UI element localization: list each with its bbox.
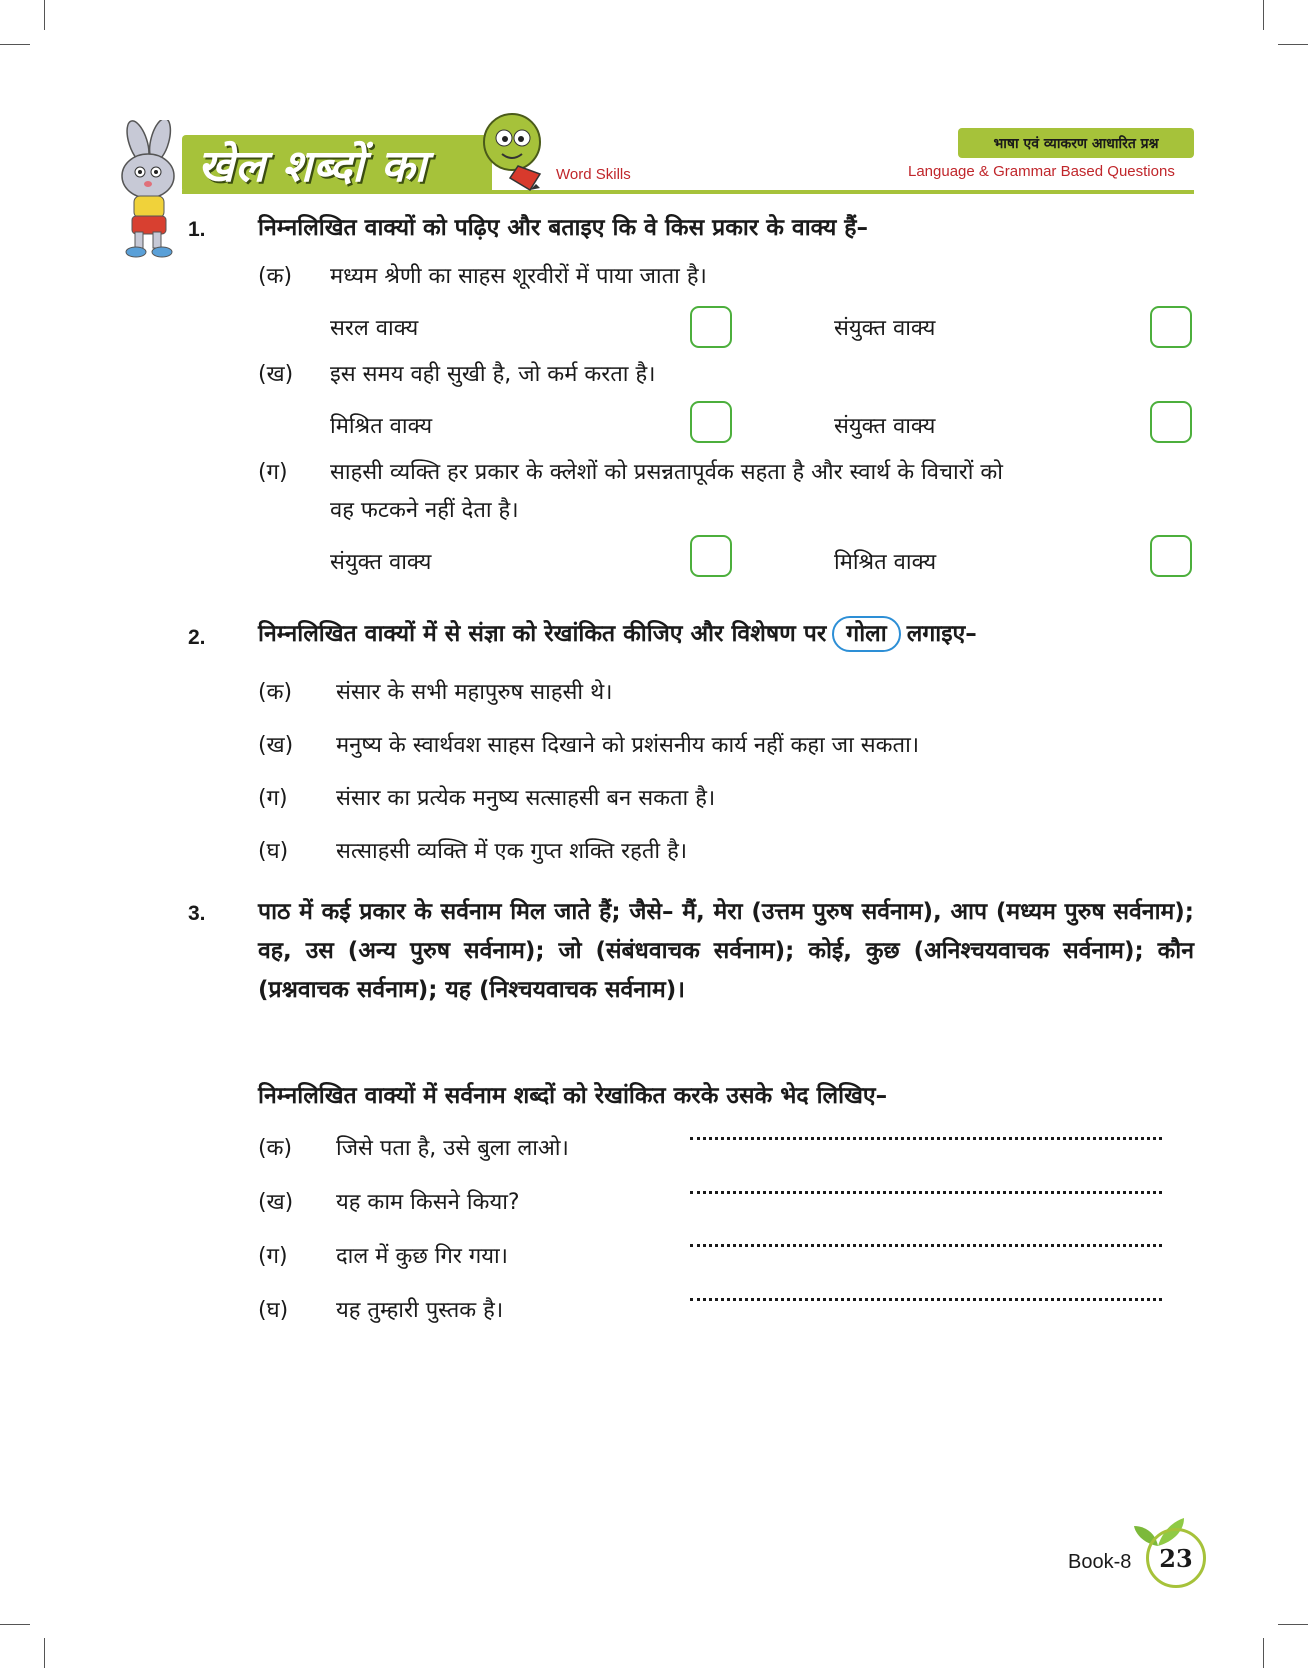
item-text: संसार का प्रत्येक मनुष्य सत्साहसी बन सकता है। — [336, 786, 716, 811]
rabbit-mascot-icon — [108, 120, 198, 260]
question-instruction: निम्नलिखित वाक्यों में सर्वनाम शब्दों को रेखांकित करके उसके भेद लिखिए– — [258, 1083, 888, 1109]
word-skills-label: Word Skills — [556, 166, 631, 183]
question-heading — [258, 616, 977, 652]
item-label: (घ) — [258, 839, 289, 864]
option-label: सरल वाक्य — [330, 316, 419, 341]
option-label: मिश्रित वाक्य — [330, 414, 433, 439]
item-text-continued: वह फटकने नहीं देता है। — [330, 498, 519, 523]
option-label: मिश्रित वाक्य — [834, 550, 937, 575]
crop-mark — [1263, 1638, 1264, 1668]
page-number: 23 — [1146, 1528, 1206, 1588]
page-title: खेल शब्दों का — [198, 141, 427, 192]
crop-mark — [1278, 44, 1308, 45]
answer-line[interactable] — [690, 1137, 1162, 1140]
section-tag-english: Language & Grammar Based Questions — [908, 163, 1175, 180]
item-text: मध्यम श्रेणी का साहस शूरवीरों में पाया जाता है। — [330, 264, 707, 289]
item-label: (ख) — [258, 733, 294, 758]
answer-checkbox[interactable] — [1150, 306, 1192, 348]
answer-checkbox[interactable] — [690, 401, 732, 443]
pencil-mascot-icon — [478, 108, 550, 192]
question-number: 1. — [188, 218, 206, 241]
option-label: संयुक्त वाक्य — [330, 550, 432, 575]
item-text: मनुष्य के स्वार्थवश साहस दिखाने को प्रशंसनीय कार्य नहीं कहा जा सकता। — [336, 733, 920, 758]
item-text: संसार के सभी महापुरुष साहसी थे। — [336, 680, 613, 705]
answer-line[interactable] — [690, 1244, 1162, 1247]
heading-text: लगाइए– — [906, 621, 977, 647]
answer-checkbox[interactable] — [1150, 401, 1192, 443]
crop-mark — [1278, 1624, 1308, 1625]
item-text: इस समय वही सुखी है, जो कर्म करता है। — [330, 362, 656, 387]
item-label: (ग) — [258, 1244, 288, 1269]
answer-checkbox[interactable] — [690, 535, 732, 577]
item-label: (घ) — [258, 1298, 289, 1323]
crop-mark — [1263, 0, 1264, 30]
book-label: Book-8 — [1068, 1551, 1132, 1573]
crop-mark — [0, 1624, 30, 1625]
item-label: (क) — [258, 1136, 293, 1161]
answer-checkbox[interactable] — [690, 306, 732, 348]
answer-line[interactable] — [690, 1298, 1162, 1301]
crop-mark — [44, 1638, 45, 1668]
item-label: (ख) — [258, 1190, 294, 1215]
crop-mark — [44, 0, 45, 30]
item-label: (ग) — [258, 460, 288, 485]
item-text: सत्साहसी व्यक्ति में एक गुप्त शक्ति रहती है। — [336, 839, 688, 864]
item-text: दाल में कुछ गिर गया। — [336, 1244, 509, 1269]
item-text: यह काम किसने किया? — [336, 1190, 520, 1215]
option-label: संयुक्त वाक्य — [834, 414, 936, 439]
answer-checkbox[interactable] — [1150, 535, 1192, 577]
option-label: संयुक्त वाक्य — [834, 316, 936, 341]
item-label: (ग) — [258, 786, 288, 811]
item-text: साहसी व्यक्ति हर प्रकार के क्लेशों को प्रसन्नतापूर्वक सहता है और स्वार्थ के विचारों को — [330, 460, 1003, 485]
question-heading: निम्नलिखित वाक्यों को पढ़िए और बताइए कि वे किस प्रकार के वाक्य हैं– — [258, 215, 869, 241]
crop-mark — [0, 44, 30, 45]
question-number: 2. — [188, 626, 206, 649]
item-label: (क) — [258, 680, 293, 705]
question-number: 3. — [188, 902, 206, 925]
section-tag-hindi: भाषा एवं व्याकरण आधारित प्रश्न — [958, 128, 1194, 158]
item-label: (ख) — [258, 362, 294, 387]
item-label: (क) — [258, 264, 293, 289]
answer-line[interactable] — [690, 1191, 1162, 1194]
item-text: यह तुम्हारी पुस्तक है। — [336, 1298, 504, 1323]
heading-text: निम्नलिखित वाक्यों में से संज्ञा को रेखांकित कीजिए और विशेषण पर — [258, 621, 827, 647]
item-text: जिसे पता है, उसे बुला लाओ। — [336, 1136, 569, 1161]
question-paragraph: पाठ में कई प्रकार के सर्वनाम मिल जाते हैं; जैसे– मैं, मेरा (उत्तम पुरुष सर्वनाम), आप (मध्यम पुरुष सर्वनाम); वह, उस (अन्य पुरुष सर्वनाम); जो (संबंधवाचक सर्वनाम); कोई, कुछ (अनिश्चयवाचक सर्वनाम); कौन (प्रश्नवाचक सर्वनाम); यह (निश्चयवाचक सर्वनाम)। — [258, 899, 1194, 1003]
circled-word: गोला — [832, 616, 900, 652]
